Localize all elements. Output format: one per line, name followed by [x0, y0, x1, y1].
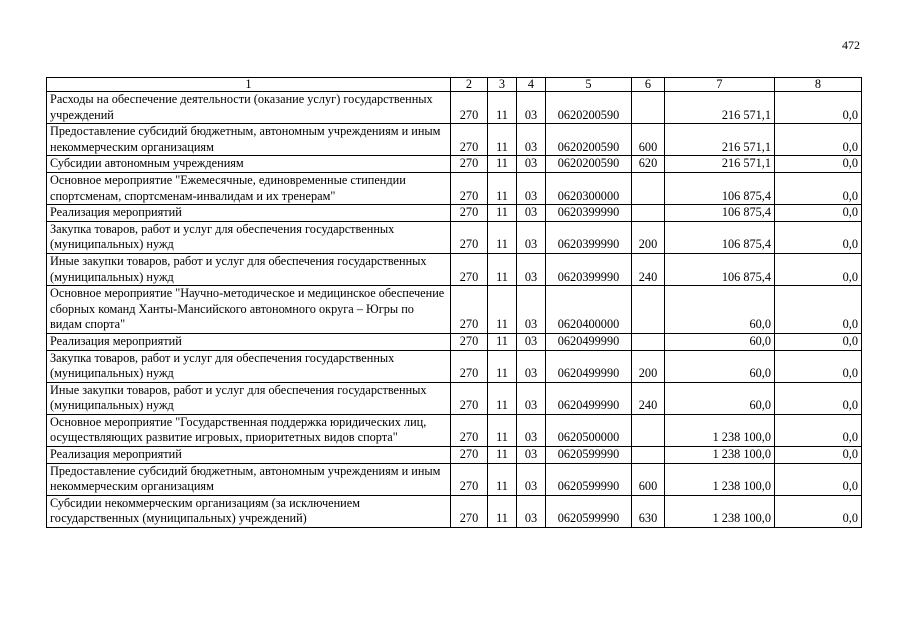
- amount-cell: 106 875,4: [665, 221, 775, 253]
- amount-cell: 106 875,4: [665, 205, 775, 222]
- subsection-cell: 03: [517, 447, 546, 464]
- header-cell-4: 4: [517, 78, 546, 92]
- row-name-cell: Предоставление субсидий бюджетным, автономным учреждениям и иным некоммерческим организациям: [47, 124, 451, 156]
- code-admin-cell: 270: [451, 156, 488, 173]
- target-article-cell: 0620399990: [546, 205, 632, 222]
- section-cell: 11: [488, 124, 517, 156]
- code-admin-cell: 270: [451, 350, 488, 382]
- row-name-cell: Основное мероприятие "Ежемесячные, единовременные стипендии спортсменам, спортсменам-инвалидам и их тренерам": [47, 172, 451, 204]
- subsection-cell: 03: [517, 172, 546, 204]
- row-name-cell: Закупка товаров, работ и услуг для обеспечения государственных (муниципальных) нужд: [47, 221, 451, 253]
- table-row: [47, 463, 862, 495]
- target-article-cell: 0620499990: [546, 333, 632, 350]
- code-admin-cell: 270: [451, 333, 488, 350]
- code-admin-cell: 270: [451, 221, 488, 253]
- amount-cell: 106 875,4: [665, 253, 775, 285]
- target-article-cell: 0620400000: [546, 286, 632, 334]
- section-cell: 11: [488, 447, 517, 464]
- amount-extra-cell: 0,0: [775, 205, 862, 222]
- code-admin-cell: 270: [451, 124, 488, 156]
- table-row: [47, 414, 862, 446]
- row-name-cell: Реализация мероприятий: [47, 205, 451, 222]
- subsection-cell: 03: [517, 286, 546, 334]
- code-admin-cell: 270: [451, 92, 488, 124]
- expense-type-cell: [632, 333, 665, 350]
- header-cell-5: 5: [546, 78, 632, 92]
- code-admin-cell: 270: [451, 286, 488, 334]
- code-admin-cell: 270: [451, 205, 488, 222]
- amount-extra-cell: 0,0: [775, 333, 862, 350]
- amount-cell: 1 238 100,0: [665, 447, 775, 464]
- target-article-cell: 0620399990: [546, 221, 632, 253]
- amount-extra-cell: 0,0: [775, 221, 862, 253]
- row-name-cell: Субсидии автономным учреждениям: [47, 156, 451, 173]
- target-article-cell: 0620200590: [546, 124, 632, 156]
- code-admin-cell: 270: [451, 447, 488, 464]
- expense-type-cell: 240: [632, 382, 665, 414]
- target-article-cell: 0620599990: [546, 495, 632, 527]
- expense-type-cell: 600: [632, 463, 665, 495]
- target-article-cell: 0620499990: [546, 382, 632, 414]
- amount-extra-cell: 0,0: [775, 350, 862, 382]
- table-row: [47, 172, 862, 204]
- code-admin-cell: 270: [451, 382, 488, 414]
- table-row: [47, 350, 862, 382]
- expense-type-cell: [632, 172, 665, 204]
- table-row: [47, 92, 862, 124]
- expense-type-cell: 240: [632, 253, 665, 285]
- section-cell: 11: [488, 463, 517, 495]
- amount-extra-cell: 0,0: [775, 286, 862, 334]
- amount-extra-cell: 0,0: [775, 495, 862, 527]
- section-cell: 11: [488, 350, 517, 382]
- target-article-cell: 0620399990: [546, 253, 632, 285]
- amount-extra-cell: 0,0: [775, 92, 862, 124]
- row-name-cell: Основное мероприятие "Государственная поддержка юридических лиц, осуществляющих развитие игровых, приоритетных видов спорта": [47, 414, 451, 446]
- amount-cell: 1 238 100,0: [665, 414, 775, 446]
- row-name-cell: Закупка товаров, работ и услуг для обеспечения государственных (муниципальных) нужд: [47, 350, 451, 382]
- target-article-cell: 0620599990: [546, 463, 632, 495]
- subsection-cell: 03: [517, 124, 546, 156]
- table-row: [47, 495, 862, 527]
- target-article-cell: 0620300000: [546, 172, 632, 204]
- section-cell: 11: [488, 221, 517, 253]
- expense-type-cell: 200: [632, 221, 665, 253]
- amount-extra-cell: 0,0: [775, 463, 862, 495]
- target-article-cell: 0620200590: [546, 92, 632, 124]
- table-row: [47, 205, 862, 222]
- amount-extra-cell: 0,0: [775, 172, 862, 204]
- section-cell: 11: [488, 172, 517, 204]
- table-row: [47, 333, 862, 350]
- subsection-cell: 03: [517, 333, 546, 350]
- subsection-cell: 03: [517, 463, 546, 495]
- header-cell-8: 8: [775, 78, 862, 92]
- header-cell-1: 1: [47, 78, 451, 92]
- table-row: [47, 286, 862, 334]
- expense-type-cell: [632, 205, 665, 222]
- page-number: 472: [842, 38, 860, 52]
- expense-type-cell: 620: [632, 156, 665, 173]
- amount-extra-cell: 0,0: [775, 124, 862, 156]
- amount-cell: 60,0: [665, 350, 775, 382]
- table-body: [47, 92, 862, 528]
- target-article-cell: 0620499990: [546, 350, 632, 382]
- code-admin-cell: 270: [451, 172, 488, 204]
- amount-extra-cell: 0,0: [775, 414, 862, 446]
- table-row: [47, 382, 862, 414]
- amount-cell: 60,0: [665, 286, 775, 334]
- section-cell: 11: [488, 205, 517, 222]
- expense-type-cell: 630: [632, 495, 665, 527]
- header-cell-3: 3: [488, 78, 517, 92]
- row-name-cell: Реализация мероприятий: [47, 447, 451, 464]
- amount-cell: 216 571,1: [665, 156, 775, 173]
- subsection-cell: 03: [517, 156, 546, 173]
- row-name-cell: Иные закупки товаров, работ и услуг для обеспечения государственных (муниципальных) нужд: [47, 253, 451, 285]
- amount-extra-cell: 0,0: [775, 382, 862, 414]
- row-name-cell: Расходы на обеспечение деятельности (оказание услуг) государственных учреждений: [47, 92, 451, 124]
- target-article-cell: 0620200590: [546, 156, 632, 173]
- subsection-cell: 03: [517, 414, 546, 446]
- section-cell: 11: [488, 286, 517, 334]
- amount-cell: 1 238 100,0: [665, 463, 775, 495]
- subsection-cell: 03: [517, 253, 546, 285]
- table-row: [47, 124, 862, 156]
- header-cell-7: 7: [665, 78, 775, 92]
- table-row: [47, 253, 862, 285]
- row-name-cell: Субсидии некоммерческим организациям (за исключением государственных (муниципальных) учреждений): [47, 495, 451, 527]
- subsection-cell: 03: [517, 221, 546, 253]
- subsection-cell: 03: [517, 382, 546, 414]
- subsection-cell: 03: [517, 205, 546, 222]
- code-admin-cell: 270: [451, 463, 488, 495]
- target-article-cell: 0620599990: [546, 447, 632, 464]
- section-cell: 11: [488, 414, 517, 446]
- expense-type-cell: 200: [632, 350, 665, 382]
- budget-table: [46, 77, 862, 528]
- row-name-cell: Предоставление субсидий бюджетным, автономным учреждениям и иным некоммерческим организациям: [47, 463, 451, 495]
- row-name-cell: Иные закупки товаров, работ и услуг для обеспечения государственных (муниципальных) нужд: [47, 382, 451, 414]
- table-row: [47, 221, 862, 253]
- header-cell-6: 6: [632, 78, 665, 92]
- row-name-cell: Основное мероприятие "Научно-методическое и медицинское обеспечение сборных команд Ханты-Мансийского автономного округа – Югры по видам спорта": [47, 286, 451, 334]
- amount-cell: 60,0: [665, 382, 775, 414]
- expense-type-cell: [632, 92, 665, 124]
- subsection-cell: 03: [517, 495, 546, 527]
- header-row: [47, 78, 862, 92]
- section-cell: 11: [488, 495, 517, 527]
- section-cell: 11: [488, 253, 517, 285]
- subsection-cell: 03: [517, 92, 546, 124]
- section-cell: 11: [488, 382, 517, 414]
- section-cell: 11: [488, 333, 517, 350]
- amount-cell: 216 571,1: [665, 92, 775, 124]
- row-name-cell: Реализация мероприятий: [47, 333, 451, 350]
- expense-type-cell: [632, 414, 665, 446]
- amount-cell: 60,0: [665, 333, 775, 350]
- section-cell: 11: [488, 156, 517, 173]
- amount-extra-cell: 0,0: [775, 156, 862, 173]
- code-admin-cell: 270: [451, 253, 488, 285]
- amount-extra-cell: 0,0: [775, 253, 862, 285]
- expense-type-cell: 600: [632, 124, 665, 156]
- target-article-cell: 0620500000: [546, 414, 632, 446]
- code-admin-cell: 270: [451, 414, 488, 446]
- subsection-cell: 03: [517, 350, 546, 382]
- expense-type-cell: [632, 286, 665, 334]
- header-cell-2: 2: [451, 78, 488, 92]
- section-cell: 11: [488, 92, 517, 124]
- table-row: [47, 156, 862, 173]
- amount-extra-cell: 0,0: [775, 447, 862, 464]
- expense-type-cell: [632, 447, 665, 464]
- amount-cell: 1 238 100,0: [665, 495, 775, 527]
- table-row: [47, 447, 862, 464]
- amount-cell: 106 875,4: [665, 172, 775, 204]
- code-admin-cell: 270: [451, 495, 488, 527]
- amount-cell: 216 571,1: [665, 124, 775, 156]
